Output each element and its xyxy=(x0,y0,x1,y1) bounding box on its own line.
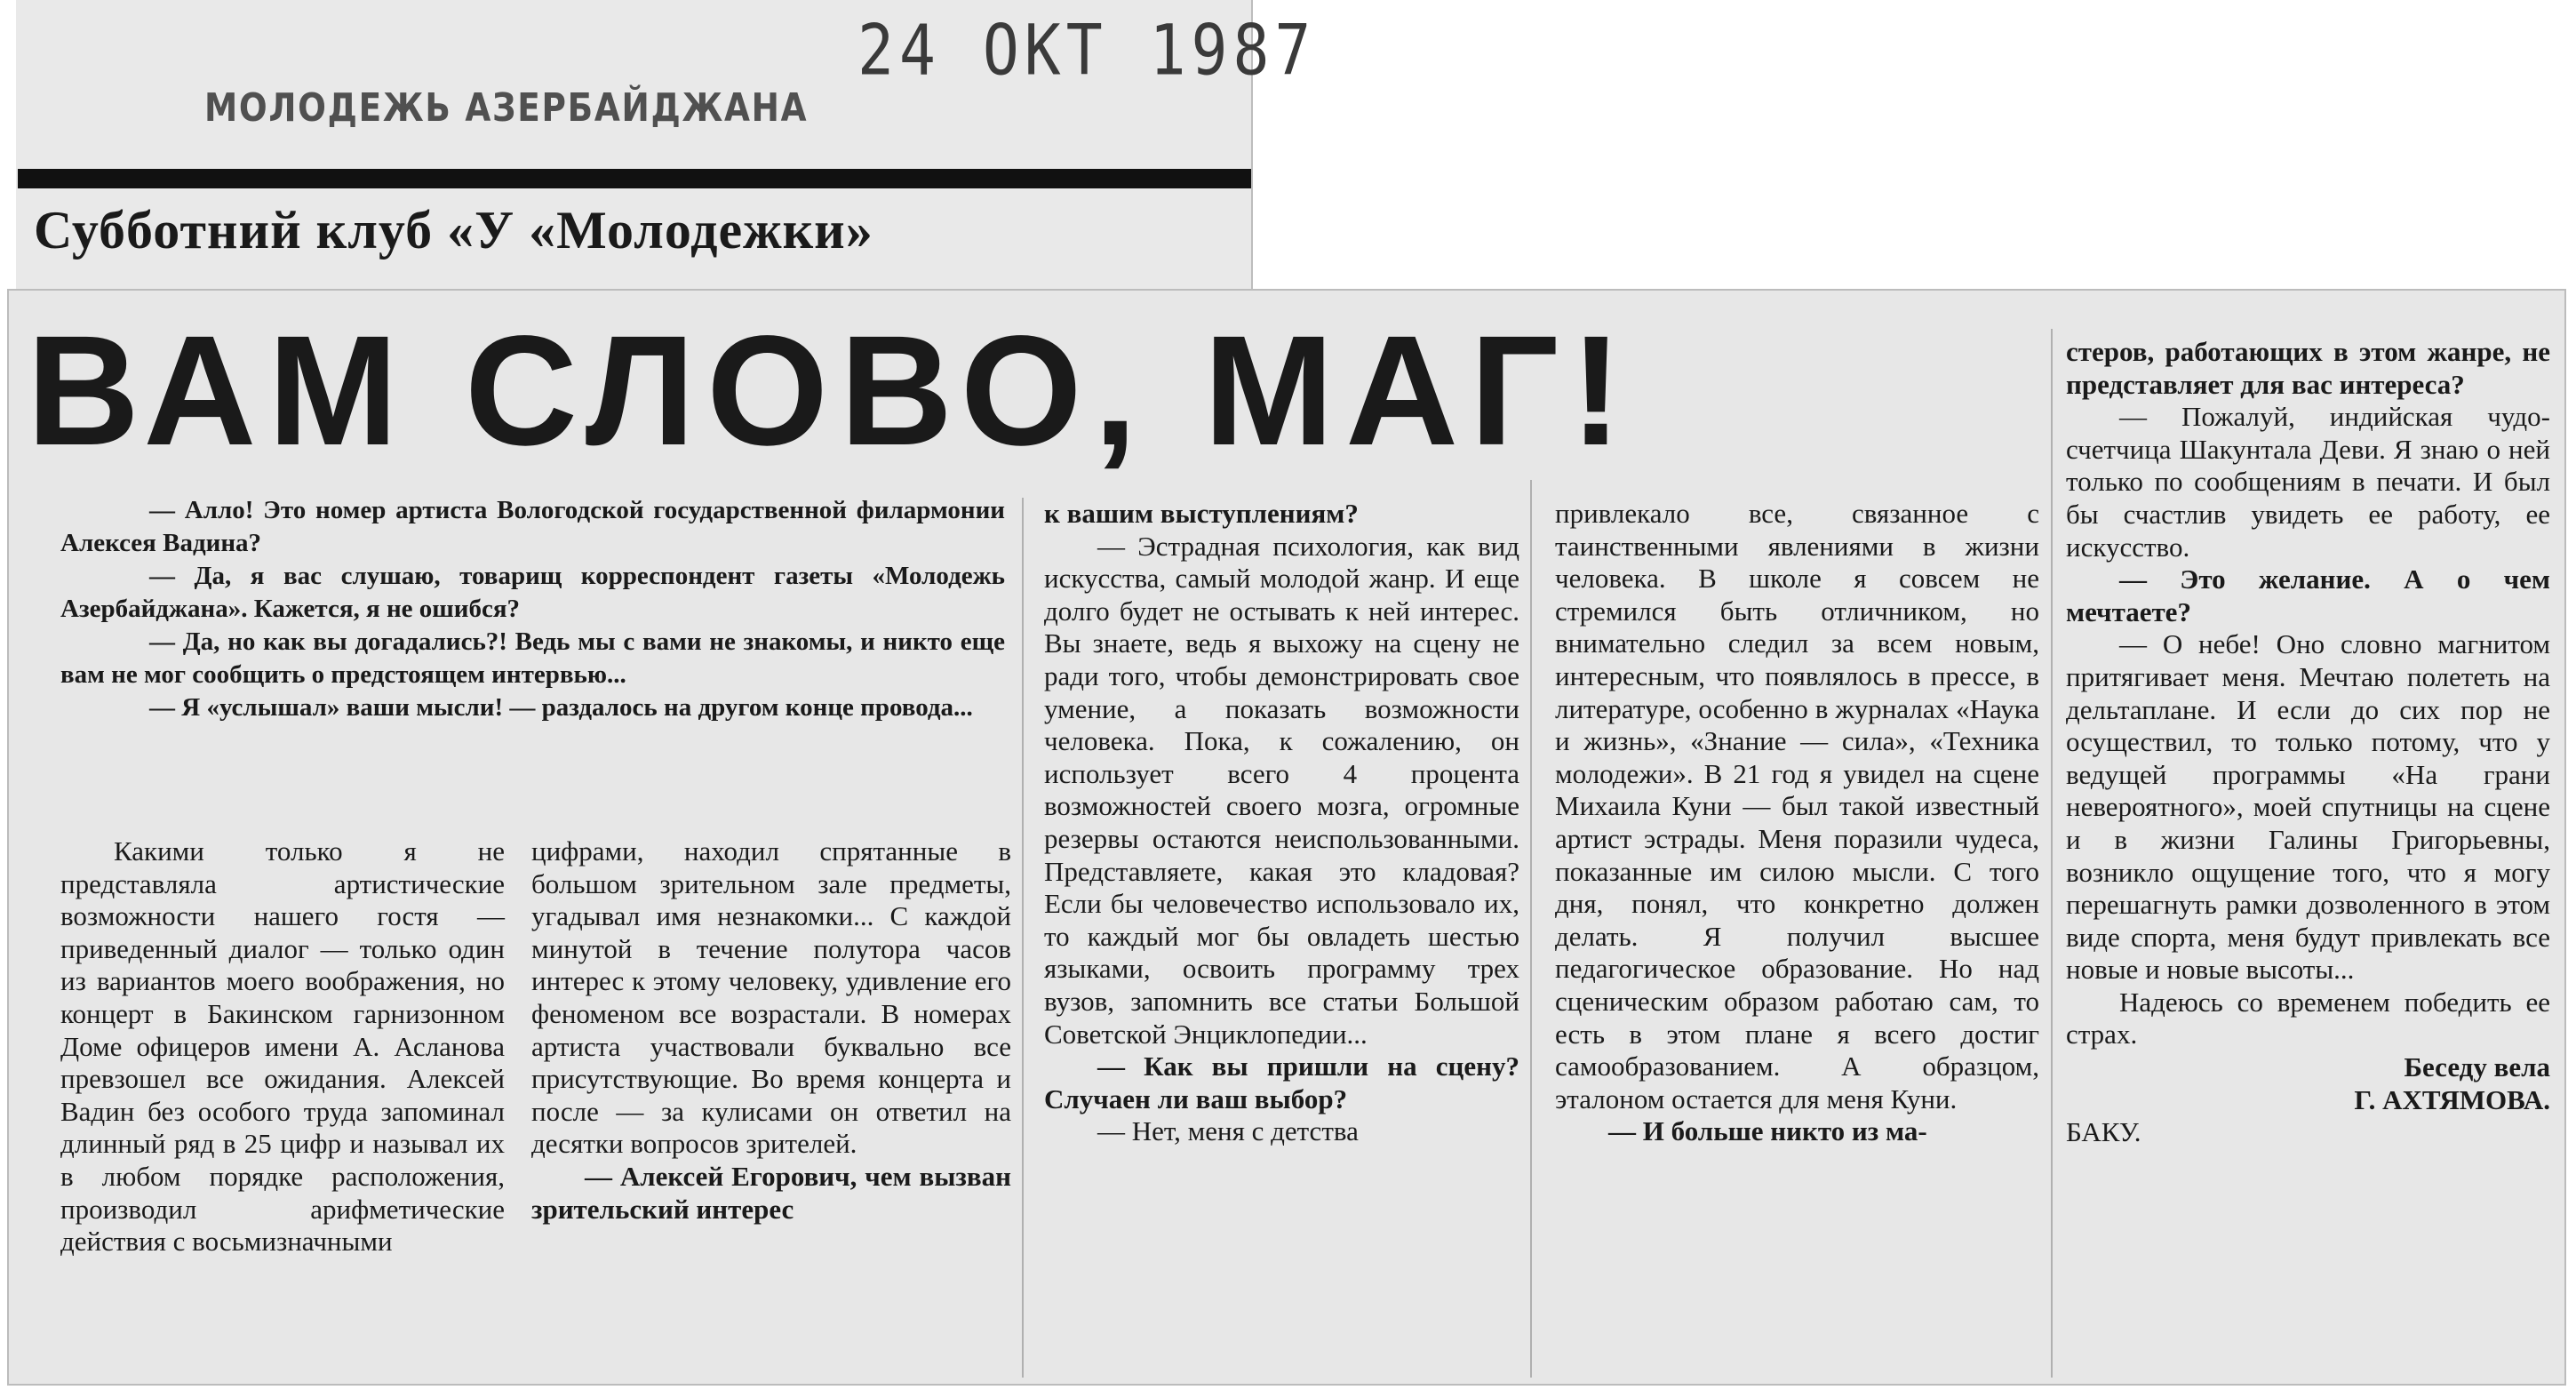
question: стеров, работающих в этом жанре, не представляет для вас интереса? xyxy=(2066,336,2550,400)
question: — Как вы пришли на сцену? Случаен ли ваш выбор? xyxy=(1044,1050,1519,1114)
intro-line: — Да, я вас слушаю, товарищ корреспондент газеты «Молодежь Азербайджана». Кажется, я не ошибся? xyxy=(60,562,1005,623)
article-column-3 xyxy=(1044,498,1519,1148)
paragraph: — Пожалуй, индийская чудо-счетчица Шакунтала Деви. Я знаю о ней только по сообщениям в печати. И был бы счастлив увидеть ее работу, ее искусство. xyxy=(2066,401,2550,563)
city-dateline: БАКУ. xyxy=(2066,1116,2141,1148)
paragraph: цифрами, находил спрятанные в большом зрительном зале предметы, угадывал имя незнакомки... С каждой минутой в течение полутора часов интерес к этому человеку, удивление его феноменом все возрастали. В номерах артиста участвовали буквально все присутствующие. Во время концерта и после — за кулисами он ответил на десятки вопросов зрителей. xyxy=(531,835,1011,1160)
article-headline: ВАМ СЛОВО, МАГ! xyxy=(27,304,1634,478)
header-rule xyxy=(18,169,1251,188)
intro-line: — Да, но как вы догадались?! Ведь мы с вами не знакомы, и никто еще вам не мог сообщить о предстоящем интервью... xyxy=(60,627,1005,689)
article-column-5 xyxy=(2066,336,2550,1149)
column-divider xyxy=(1530,480,1532,1378)
paragraph: Какими только я не представляла артистические возможности нашего гостя — приведенный диалог — только один из вариантов моего воображения, но концерт в Бакинском гарнизонном Доме офицеров имени А. Асланова превзошел все ожидания. Алексей Вадин без особого труда запоминал длинный ряд в 25 цифр и называл их в любом порядке расположения, производил арифметические действия с восьмизначными xyxy=(60,835,505,1258)
paragraph: привлекало все, связанное с таинственными явлениями в жизни человека. В школе я совсем не стремился быть отличником, но внимательно следил за всем новым, интересным, что появлялось в прессе, в литературе, особенно в журналах «Наука и жизнь», «Знание — сила», «Техника молодежи». В 21 год я увидел на сцене Михаила Куни — был такой известный артист эстрады. Меня поразили чудеса, показанные им силою мысли. С того дня, понял, что конкретно должен делать. Я получил высшее педагогическое образование. Но над сценическим образом работаю сам, то есть в этом плане я всего достиг самообразованием. А образцом, эталоном остается для меня Куни. xyxy=(1555,498,2039,1114)
intro-line: — Я «услышал» ваши мысли! — раздалось на другом конце провода... xyxy=(149,693,973,722)
newspaper-stamp: МОЛОДЕЖЬ АЗЕРБАЙДЖАНА xyxy=(204,85,809,131)
paragraph: — Нет, меня с детства xyxy=(1097,1115,1359,1147)
question: к вашим выступлениям? xyxy=(1044,498,1359,529)
column-divider xyxy=(2051,329,2053,1378)
article-column-4 xyxy=(1555,498,2039,1148)
article-column-2 xyxy=(531,835,1011,1226)
question: — И больше никто из ма- xyxy=(1608,1115,1927,1147)
paragraph: Надеюсь со временем победить ее страх. xyxy=(2066,986,2550,1050)
paragraph: — Эстрадная психология, как вид искусства, самый молодой жанр. И еще долго будет не остывать к ней интерес. Вы знаете, ведь я выхожу на сцену не ради того, чтобы демонстрировать свое умение, а показать возможности человека. Пока, к сожалению, он использует всего 4 процента возможностей своего мозга, огромные резервы остаются неиспользованными. Представляете, какая это кладовая? Если бы человечество использовало их, то каждый мог бы овладеть шестью языками, освоить программу трех вузов, запомнить все статьи Большой Советской Энциклопедии... xyxy=(1044,530,1519,1050)
intro-line: — Алло! Это номер артиста Вологодской государственной филармонии Алексея Вадина? xyxy=(60,496,1005,557)
signature-line: Беседу вела xyxy=(2404,1051,2550,1083)
intro-dialogue xyxy=(60,494,1005,724)
date-stamp: 24 ОКТ 1987 xyxy=(857,11,1317,92)
author-name: Г. АХТЯМОВА. xyxy=(2354,1083,2550,1115)
article-column-1 xyxy=(60,835,505,1258)
paragraph: — О небе! Оно словно магнитом притягивает меня. Мечтаю полететь на дельтаплане. И если до сих пор не осуществил, то только потому, что у ведущей программы «На грани невероятного», моей спутницы на сцене и в жизни Галины Григорьевны, возникло ощущение того, что я могу перешагнуть рамки дозволенного в этом виде спорта, меня будут привлекать все новые и новые высоты... xyxy=(2066,628,2550,986)
rubric-title: Субботний клуб «У «Молодежки» xyxy=(34,201,873,260)
column-divider xyxy=(1022,498,1024,1378)
question: — Это желание. А о чем мечтаете? xyxy=(2066,563,2550,627)
question: — Алексей Егорович, чем вызван зрительский интерес xyxy=(531,1160,1011,1225)
